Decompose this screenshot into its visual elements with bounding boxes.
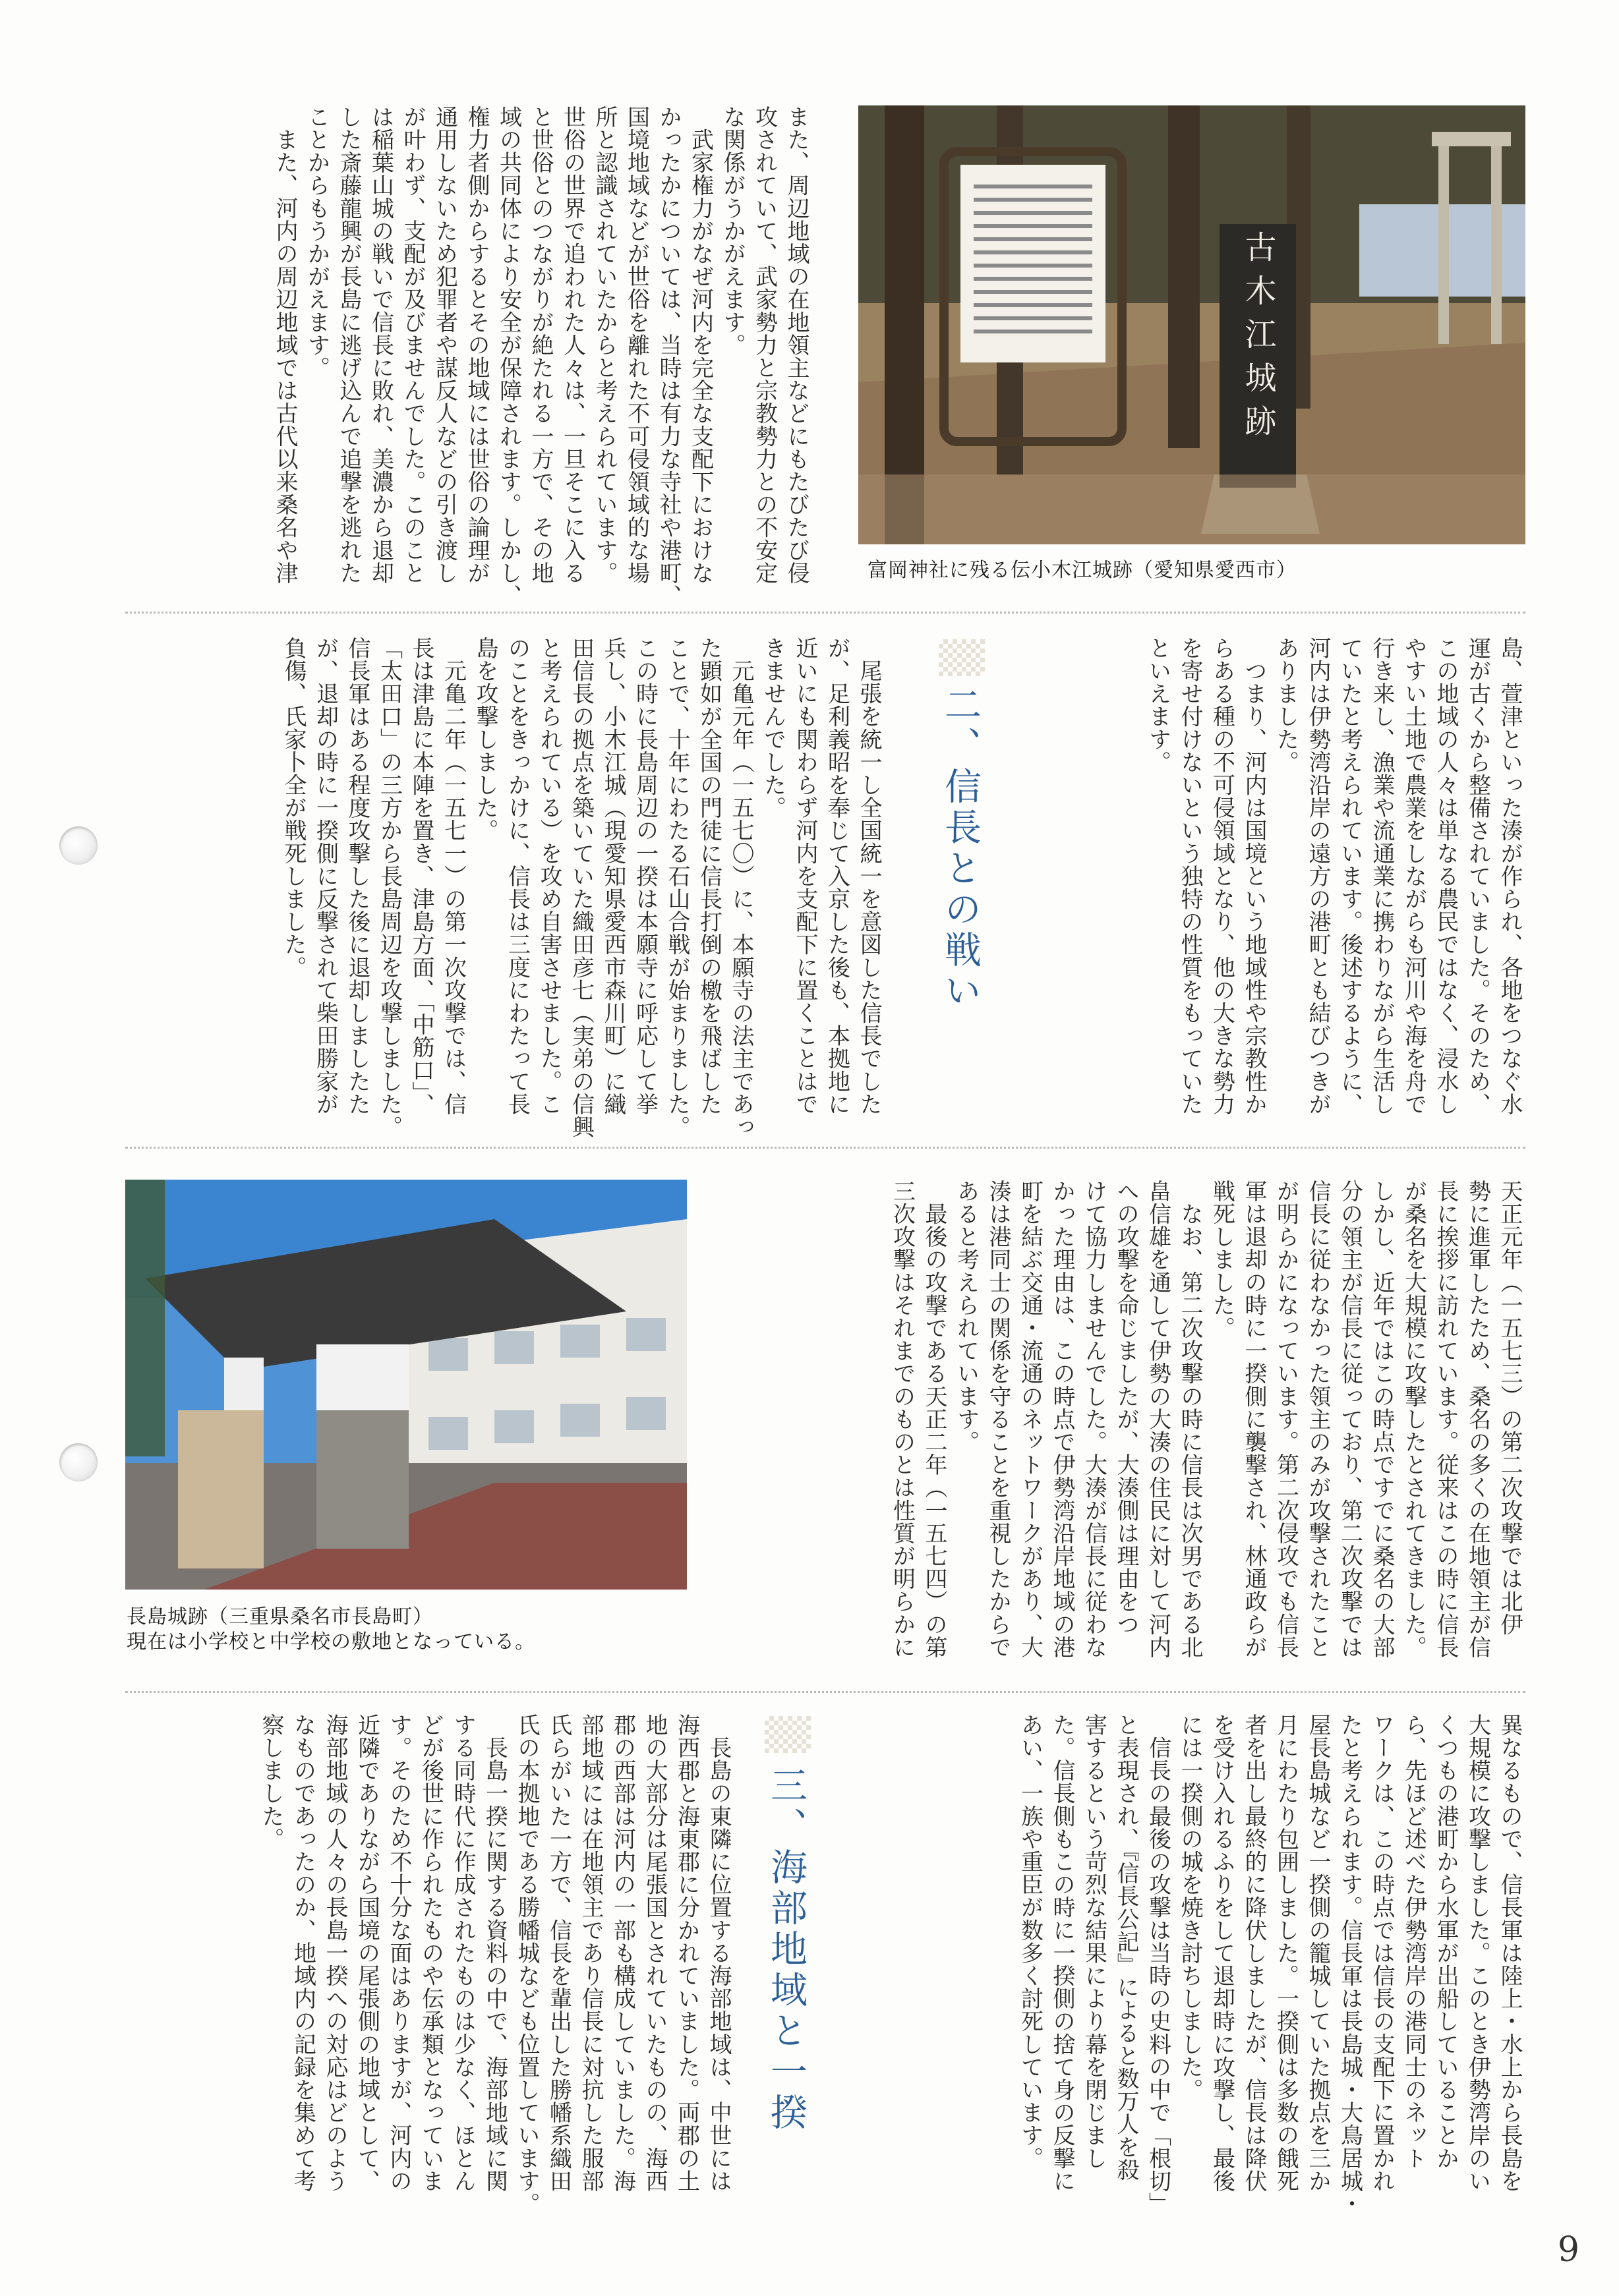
- kogie-castle-photo: [858, 105, 1525, 544]
- section-divider: [125, 1691, 1525, 1693]
- top-photo-caption: 富岡神社に残る伝小木江城跡（愛知県愛西市）: [868, 559, 1297, 582]
- page-number: 9: [1557, 2230, 1579, 2270]
- mid-right-text-a: 島、萱津といった湊が作られ、各地をつなぐ水 運が古くから整備されていました。そのため、 この地域の人々は単なる農民ではなく、浸水し やすい土地で農業をしながらも河川や海を舟で 行き来し、漁業や流通業に携わりながら生活し ていたと考えられています。後述するように、 河内は伊勢湾沿岸の遠方の港町とも結びつきが ありました。 つまり、河内は国境という地域性や宗教性か らある種の不可侵領域となり、他の大きな勢力 を寄せ付けないという独特の性質をもっていた といえます。: [1144, 637, 1523, 1116]
- heading-2-nobunaga: 二、信長との戦い: [939, 685, 982, 1012]
- mid-right-text-b: 尾張を統一し全国統一を意図した信長でした が、足利義昭を奉じて入京した後も、本拠地に 近いにも関わらず河内を支配下に置くことはで きませんでした。 元亀元年（一五七〇）に、本願寺の法主であっ た顕如が全国の門徒に信長打倒の檄を飛ばした ことで、十年にわたる石山合戦が始まりました。 この時に長島周辺の一揆は本願寺に呼応して挙 兵し、小木江城（現愛知県愛西市森川町）に織 田信長の拠点を築いていた織田彦七（実弟の信興 と考えられている）を攻め自害させました。こ のことをきっかけに、信長は三度にわたって長 島を攻撃しました。 元亀二年（一五七一）の第一次攻撃では、信 長は津島に本陣を置き、津島方面、「中筋口」、 「太田口」の三方から長島周辺を攻撃しました。 信長軍はある程度攻撃した後に退却しましたた が、退却の時に一揆側に反撃されて柴田勝家が 負傷、氏家卜全が戦死しました。: [280, 637, 882, 1139]
- heading-3-ama: 三、海部地域と一揆: [765, 1766, 808, 2134]
- top-left-text-block: また、周辺地域の在地領主などにもたびたび侵 攻されていて、武家勢力と宗教勢力との不安定 な関係がうかがえます。 武家権力がなぜ河内を完全な支配下におけな かったかについては、当時は有力な寺社や港町、 国境地域などが世俗を離れた不可侵領域的な場 所と認識されていたからと考えられています。 世俗の世界で追われた人々は、一旦そこに入る と世俗とのつながりが絶たれる一方で、その地 域の共同体により安全が保障されます。しかし、 権力者側からするとその地域には世俗の論理が 通用しないため犯罪者や謀反人などの引き渡し が叶わず、支配が及びませんでした。このこと は稲葉山城の戦いで信長に敗れ、美濃から退却 した斎藤龍興が長島に逃げ込んで追撃を逃れた ことからもうかがえます。 また、河内の周辺地域では古代以来桑名や津: [272, 105, 810, 608]
- heading-decoration: [939, 639, 985, 676]
- bottom-photo-caption-2: 現在は小学校と中学校の敷地となっている。: [127, 1630, 535, 1653]
- bottom-photo-caption-1: 長島城跡（三重県桑名市長島町）: [127, 1605, 433, 1628]
- heading-decoration: [765, 1716, 811, 1753]
- mid-left-text-block: 天正元年（一五七三）の第二次攻撃では北伊 勢に進軍したため、桑名の多くの在地領主が信 長に挨拶に訪れています。従来はこの時に信長 が桑名を大規模に攻撃したとされてきました。 しかし、近年ではこの時点ですでに桑名の大部 分の領主が信長に従っており、第二次攻撃では 信長に従わなかった領主のみが攻撃されたこと が明らかになっています。第二次侵攻でも信長 軍は退却の時に一揆側に襲撃され、林通政らが 戦死しました。 なお、第二次攻撃の時に信長は次男である北 畠信雄を通して伊勢の大湊の住民に対して河内 への攻撃を命じましたが、大湊側は理由をつ けて協力しませんでした。大湊が信長に従わな かった理由は、この時点で伊勢湾沿岸地域の港 町を結ぶ交通・流通のネットワークがあり、大 湊は港同士の関係を守ることを重視したからで あると考えられています。 最後の攻撃である天正二年（一五七四）の第 三次攻撃はそれまでのものとは性質が明らかに: [889, 1180, 1523, 1659]
- bottom-right-text-a: 異なるもので、信長軍は陸上・水上から長島を 大規模に攻撃しました。このとき伊勢湾岸のい くつもの港町から水軍が出船していることか ら、先ほど述べた伊勢湾岸の港同士のネット ワークは、この時点では信長の支配下に置かれ たと考えられます。信長軍は長島城・大鳥居城・ 屋長島城など一揆側の籠城していた拠点を三か 月にわたり包囲しました。一揆側は多数の餓死 者を出し最終的に降伏しましたが、信長は降伏 を受け入れるふりをして退却時に攻撃し、最後 には一揆側の城を焼き討ちしました。 信長の最後の攻撃は当時の史料の中で「根切」 と表現され、『信長公記』によると数万人を殺 害するという苛烈な結果により幕を閉じまし た。信長側もこの時に一揆側の捨て身の反撃に あい、一族や重臣が数多く討死しています。: [1016, 1713, 1523, 2216]
- section-divider: [125, 612, 1525, 614]
- nagashima-castle-photo: [125, 1180, 687, 1590]
- bottom-right-text-b: 長島の東隣に位置する海部地域は、中世には 海西郡と海東郡に分かれていました。両郡の土 地の大部分は尾張国とされていたものの、海西 郡の西部は河内の一部も構成していました。海 部地域には在地領主であり信長に対抗した服部 氏らがいた一方で、信長を輩出した勝幡系織田 氏の本拠地である勝幡城なども位置しています。 長島一揆に関する資料の中で、海部地域に関 する同時代に作成されたものは少なく、ほとん どが後世に作られたものや伝承類となっていま す。そのため不十分な面はありますが、河内の 近隣でありながら国境の尾張側の地域として、 海部地域の人々の長島一揆への対応はどのよう なものであったのか、地域内の記録を集めて考 察しました。: [258, 1713, 732, 2216]
- punch-hole-top: [59, 826, 98, 865]
- punch-hole-bottom: [59, 1443, 98, 1481]
- stone-inscription: 古木江城跡: [1239, 231, 1276, 448]
- section-divider: [125, 1147, 1525, 1149]
